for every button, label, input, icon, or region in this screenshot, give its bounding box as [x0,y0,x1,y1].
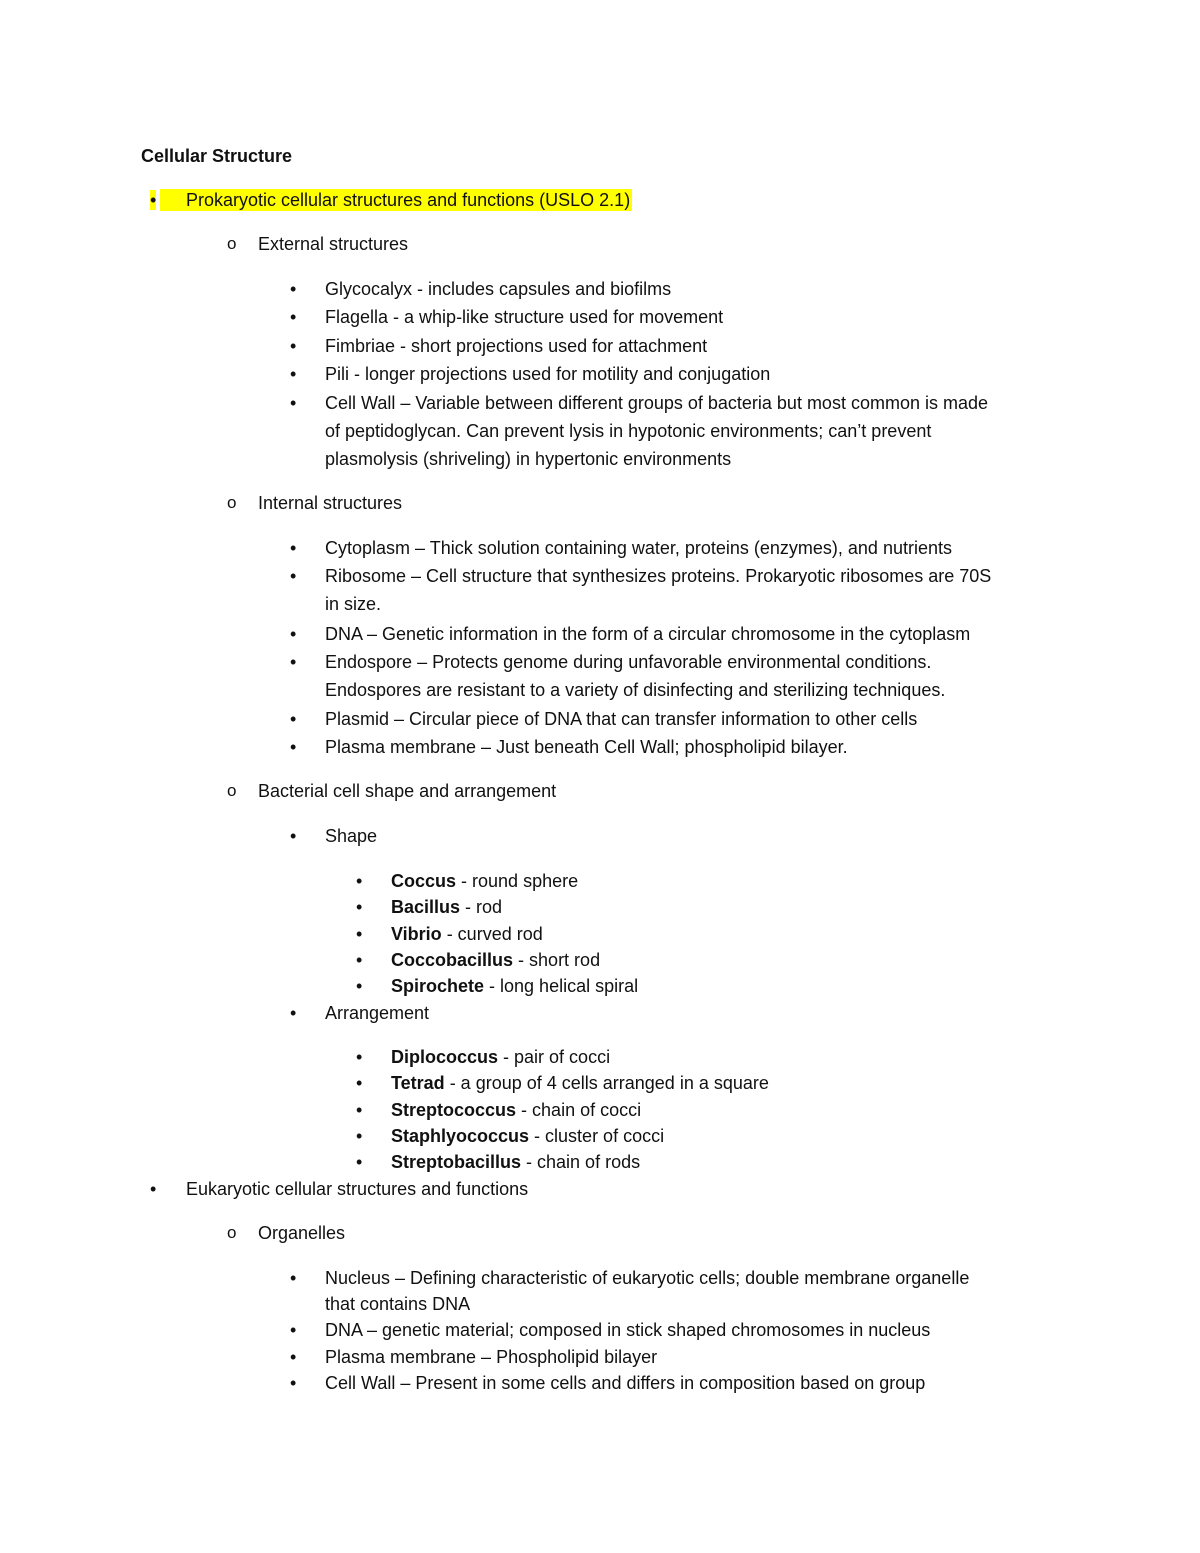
bullet-icon: • [290,652,297,672]
list-item: DNA – genetic material; composed in stick shaped chromosomes in nucleus [325,1320,931,1340]
bullet-icon: • [290,364,297,384]
list-item: Glycocalyx - includes capsules and biofilms [325,279,672,299]
term: Diplococcus [391,1047,499,1067]
subsection-heading-internal: Internal structures [258,493,403,513]
list-item: Cytoplasm – Thick solution containing water, proteins (enzymes), and nutrients [325,538,952,558]
bullet-icon: • [290,737,297,757]
definition: - cluster of cocci [529,1126,665,1146]
list-item-continuation: plasmolysis (shriveling) in hypertonic environments [325,449,732,469]
bullet-icon: • [356,1152,363,1172]
bullet-icon: • [150,1179,157,1199]
definition: - chain of cocci [516,1100,642,1120]
list-item: Endospore – Protects genome during unfavorable environmental conditions. [325,652,932,672]
list-item: Plasma membrane – Just beneath Cell Wall; phospholipid bilayer. [325,737,848,757]
circle-bullet-icon: o [227,1223,237,1242]
list-item [391,1046,610,1068]
list-item-continuation: of peptidoglycan. Can prevent lysis in hypotonic environments; can’t prevent [325,421,932,441]
section-heading-prokaryotic: Prokaryotic cellular structures and functions (USLO 2.1) [186,190,631,210]
list-item-continuation: Endospores are resistant to a variety of disinfecting and sterilizing techniques. [325,680,946,700]
bullet-icon: • [290,1320,297,1340]
highlight-gap [160,189,186,211]
definition: - pair of cocci [498,1047,611,1067]
definition: - chain of rods [521,1152,641,1172]
bullet-icon: • [290,538,297,558]
bullet-icon: • [290,1268,297,1288]
bullet-icon: • [356,924,363,944]
list-item [391,1125,664,1147]
bullet-icon: • [290,336,297,356]
list-item: Plasmid – Circular piece of DNA that can transfer information to other cells [325,709,918,729]
term: Staphlyococcus [391,1126,530,1146]
bullet-icon: • [290,1347,297,1367]
document-title: Cellular Structure [141,146,293,166]
list-item [391,1072,769,1094]
term: Coccobacillus [391,950,514,970]
definition: - long helical spiral [484,976,639,996]
list-item: Flagella - a whip-like structure used for movement [325,307,724,327]
bullet-icon: • [290,709,297,729]
list-item: Plasma membrane – Phospholipid bilayer [325,1347,658,1367]
list-item: Ribosome – Cell structure that synthesizes proteins. Prokaryotic ribosomes are 70S [325,566,992,586]
definition: - a group of 4 cells arranged in a square [444,1073,769,1093]
list-item [391,896,502,918]
bullet-icon: • [290,624,297,644]
circle-bullet-icon: o [227,781,237,800]
bullet-icon: • [290,1373,297,1393]
list-item-continuation: in size. [325,594,382,614]
list-item [391,870,578,892]
bullet-icon: • [356,897,363,917]
definition: - curved rod [441,924,543,944]
term: Spirochete [391,976,485,996]
list-item [391,1151,640,1173]
definition: - short rod [513,950,601,970]
bullet-icon: • [356,950,363,970]
term: Vibrio [391,924,442,944]
bullet-icon: • [356,1126,363,1146]
bullet-icon: • [290,826,297,846]
bullet-icon: • [150,190,157,210]
subsection-heading-organelles: Organelles [258,1223,346,1243]
definition: - rod [460,897,503,917]
list-item: DNA – Genetic information in the form of a circular chromosome in the cytoplasm [325,624,971,644]
bullet-icon: • [290,307,297,327]
list-item [391,975,638,997]
list-item: Nucleus – Defining characteristic of eukaryotic cells; double membrane organelle [325,1268,970,1288]
list-item [391,923,543,945]
term: Bacillus [391,897,461,917]
bullet-icon: • [290,279,297,299]
group-label-shape: Shape [325,826,378,846]
bullet-icon: • [290,1003,297,1023]
circle-bullet-icon: o [227,493,237,512]
bullet-icon: • [356,1073,363,1093]
term: Streptococcus [391,1100,517,1120]
bullet-icon: • [290,566,297,586]
list-item-continuation: that contains DNA [325,1294,471,1314]
bullet-icon: • [356,1100,363,1120]
bullet-icon: • [356,1047,363,1067]
subsection-heading-shape-arrangement: Bacterial cell shape and arrangement [258,781,557,801]
bullet-icon: • [356,871,363,891]
term: Tetrad [391,1073,445,1093]
list-item: Cell Wall – Variable between different groups of bacteria but most common is made [325,393,988,413]
subsection-heading-external: External structures [258,234,409,254]
term: Streptobacillus [391,1152,522,1172]
list-item [391,949,600,971]
bullet-icon: • [290,393,297,413]
section-heading-eukaryotic: Eukaryotic cellular structures and functions [186,1179,529,1199]
definition: - round sphere [456,871,579,891]
circle-bullet-icon: o [227,234,237,253]
bullet-icon: • [356,976,363,996]
term: Coccus [391,871,457,891]
list-item: Pili - longer projections used for motility and conjugation [325,364,771,384]
list-item: Cell Wall – Present in some cells and differs in composition based on group [325,1373,926,1393]
group-label-arrangement: Arrangement [325,1003,430,1023]
list-item: Fimbriae - short projections used for attachment [325,336,708,356]
list-item [391,1099,641,1121]
